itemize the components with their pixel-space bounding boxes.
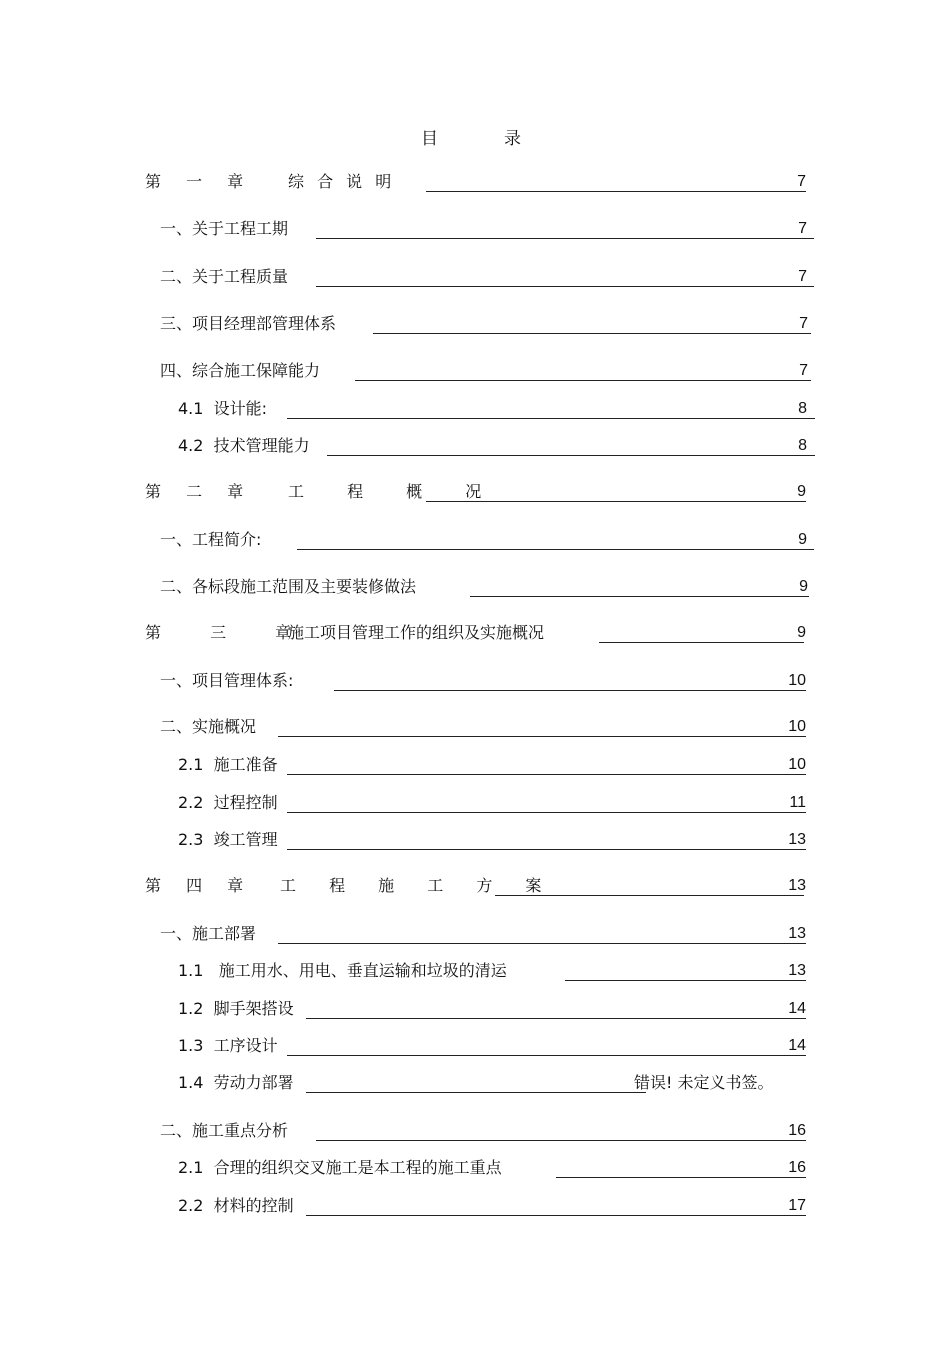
toc-entry[interactable] <box>160 266 815 288</box>
toc-entry[interactable] <box>178 998 810 1020</box>
entry-label: 2.2 过程控制 <box>178 793 278 812</box>
leader-line <box>565 980 806 981</box>
leader-line <box>306 1215 806 1216</box>
page-number: 14 <box>788 1000 806 1017</box>
entry-label: 二、各标段施工范围及主要装修做法 <box>160 577 417 596</box>
error-bookmark-text: 错误! 未定义书签。 <box>634 1073 774 1092</box>
leader-line <box>316 238 814 239</box>
entry-label: 2.2 材料的控制 <box>178 1196 294 1215</box>
leader-line <box>297 549 814 550</box>
page-number: 13 <box>788 877 806 894</box>
leader-line <box>556 1177 806 1178</box>
leader-line <box>287 812 806 813</box>
chapter-title: 综 合 说 明 <box>288 172 396 191</box>
toc-entry[interactable] <box>160 576 810 598</box>
entry-label: 4.2 技术管理能力 <box>178 436 310 455</box>
leader-line <box>278 943 806 944</box>
page-number: 9 <box>799 578 808 595</box>
entry-label: 一、项目管理体系: <box>160 671 294 690</box>
toc-entry[interactable] <box>178 829 810 851</box>
toc-entry[interactable] <box>160 670 810 692</box>
leader-line <box>426 501 806 502</box>
page-number: 9 <box>798 531 807 548</box>
chapter-title: 工 程 施 工 方 案 <box>280 876 556 895</box>
toc-chapter-1[interactable] <box>145 171 810 193</box>
entry-label: 一、关于工程工期 <box>160 219 289 238</box>
entry-label: 4.1 设计能: <box>178 399 268 418</box>
page-number: 7 <box>798 268 807 285</box>
entry-label: 1.3 工序设计 <box>178 1036 278 1055</box>
entry-label: 2.1 施工准备 <box>178 755 278 774</box>
toc-title-left: 目 <box>421 129 438 149</box>
toc-entry[interactable] <box>178 1072 810 1094</box>
entry-label: 1.1 施工用水、用电、垂直运输和垃圾的清运 <box>178 961 507 980</box>
toc-entry[interactable] <box>178 1157 810 1179</box>
toc-entry[interactable] <box>178 754 810 776</box>
toc-entry[interactable] <box>178 398 815 420</box>
leader-line <box>599 642 804 643</box>
chapter-label: 第 二 章 <box>145 482 254 501</box>
toc-chapter-4[interactable] <box>145 875 810 897</box>
page-number: 13 <box>788 831 806 848</box>
entry-label: 2.3 竣工管理 <box>178 830 278 849</box>
page-number: 13 <box>788 925 806 942</box>
toc-chapter-3[interactable] <box>145 622 810 644</box>
entry-label: 1.2 脚手架搭设 <box>178 999 294 1018</box>
leader-line <box>316 1140 806 1141</box>
leader-line <box>316 286 814 287</box>
page-number: 16 <box>788 1159 806 1176</box>
toc-title <box>421 124 521 149</box>
page-number: 16 <box>788 1122 806 1139</box>
page-number: 8 <box>798 400 807 417</box>
leader-line <box>355 380 811 381</box>
chapter-title: 施工项目管理工作的组织及实施概况 <box>288 623 545 642</box>
page-number: 11 <box>789 794 806 811</box>
chapter-label: 第 四 章 <box>145 876 254 895</box>
page-number: 7 <box>798 220 807 237</box>
leader-line <box>373 333 811 334</box>
leader-line <box>327 455 815 456</box>
leader-line <box>306 1018 806 1019</box>
leader-line <box>334 690 806 691</box>
leader-line <box>470 596 809 597</box>
page-number: 17 <box>788 1197 806 1214</box>
page-number: 7 <box>799 362 808 379</box>
page-number: 9 <box>797 483 806 500</box>
toc-entry[interactable] <box>160 923 810 945</box>
page-number: 7 <box>799 315 808 332</box>
page-number: 14 <box>788 1037 806 1054</box>
leader-line <box>287 1055 806 1056</box>
entry-label: 2.1 合理的组织交叉施工是本工程的施工重点 <box>178 1158 502 1177</box>
page-number: 10 <box>788 672 806 689</box>
page-number: 9 <box>797 624 806 641</box>
toc-entry[interactable] <box>178 960 810 982</box>
entry-label: 1.4 劳动力部署 <box>178 1073 294 1092</box>
toc-title-right: 录 <box>504 129 521 149</box>
entry-label: 三、项目经理部管理体系 <box>160 314 337 333</box>
leader-line <box>287 774 806 775</box>
leader-line <box>278 736 806 737</box>
toc-entry[interactable] <box>160 716 810 738</box>
page-number: 7 <box>797 173 806 190</box>
entry-label: 二、关于工程质量 <box>160 267 289 286</box>
chapter-title: 工 程 概 况 <box>288 482 501 501</box>
chapter-label: 第 三 章 <box>145 623 314 642</box>
entry-label: 二、实施概况 <box>160 717 257 736</box>
chapter-label: 第 一 章 <box>145 172 254 191</box>
toc-entry[interactable] <box>160 529 815 551</box>
page-number: 10 <box>788 718 806 735</box>
toc-entry[interactable] <box>160 313 812 335</box>
page-number: 8 <box>798 437 807 454</box>
page-number: 13 <box>788 962 806 979</box>
leader-line <box>287 418 815 419</box>
entry-label: 四、综合施工保障能力 <box>160 361 321 380</box>
toc-entry[interactable] <box>160 1120 810 1142</box>
toc-entry[interactable] <box>178 1035 810 1057</box>
toc-entry[interactable] <box>160 218 815 240</box>
toc-entry[interactable] <box>160 360 812 382</box>
leader-line <box>287 849 806 850</box>
leader-line <box>495 895 804 896</box>
toc-entry[interactable] <box>178 1195 810 1217</box>
entry-label: 一、工程简介: <box>160 530 262 549</box>
toc-entry[interactable] <box>178 435 815 457</box>
page-number: 10 <box>788 756 806 773</box>
leader-line <box>306 1092 646 1093</box>
entry-label: 一、施工部署 <box>160 924 257 943</box>
entry-label: 二、施工重点分析 <box>160 1121 289 1140</box>
toc-chapter-2[interactable] <box>145 481 810 503</box>
toc-entry[interactable] <box>178 792 810 814</box>
leader-line <box>426 191 806 192</box>
